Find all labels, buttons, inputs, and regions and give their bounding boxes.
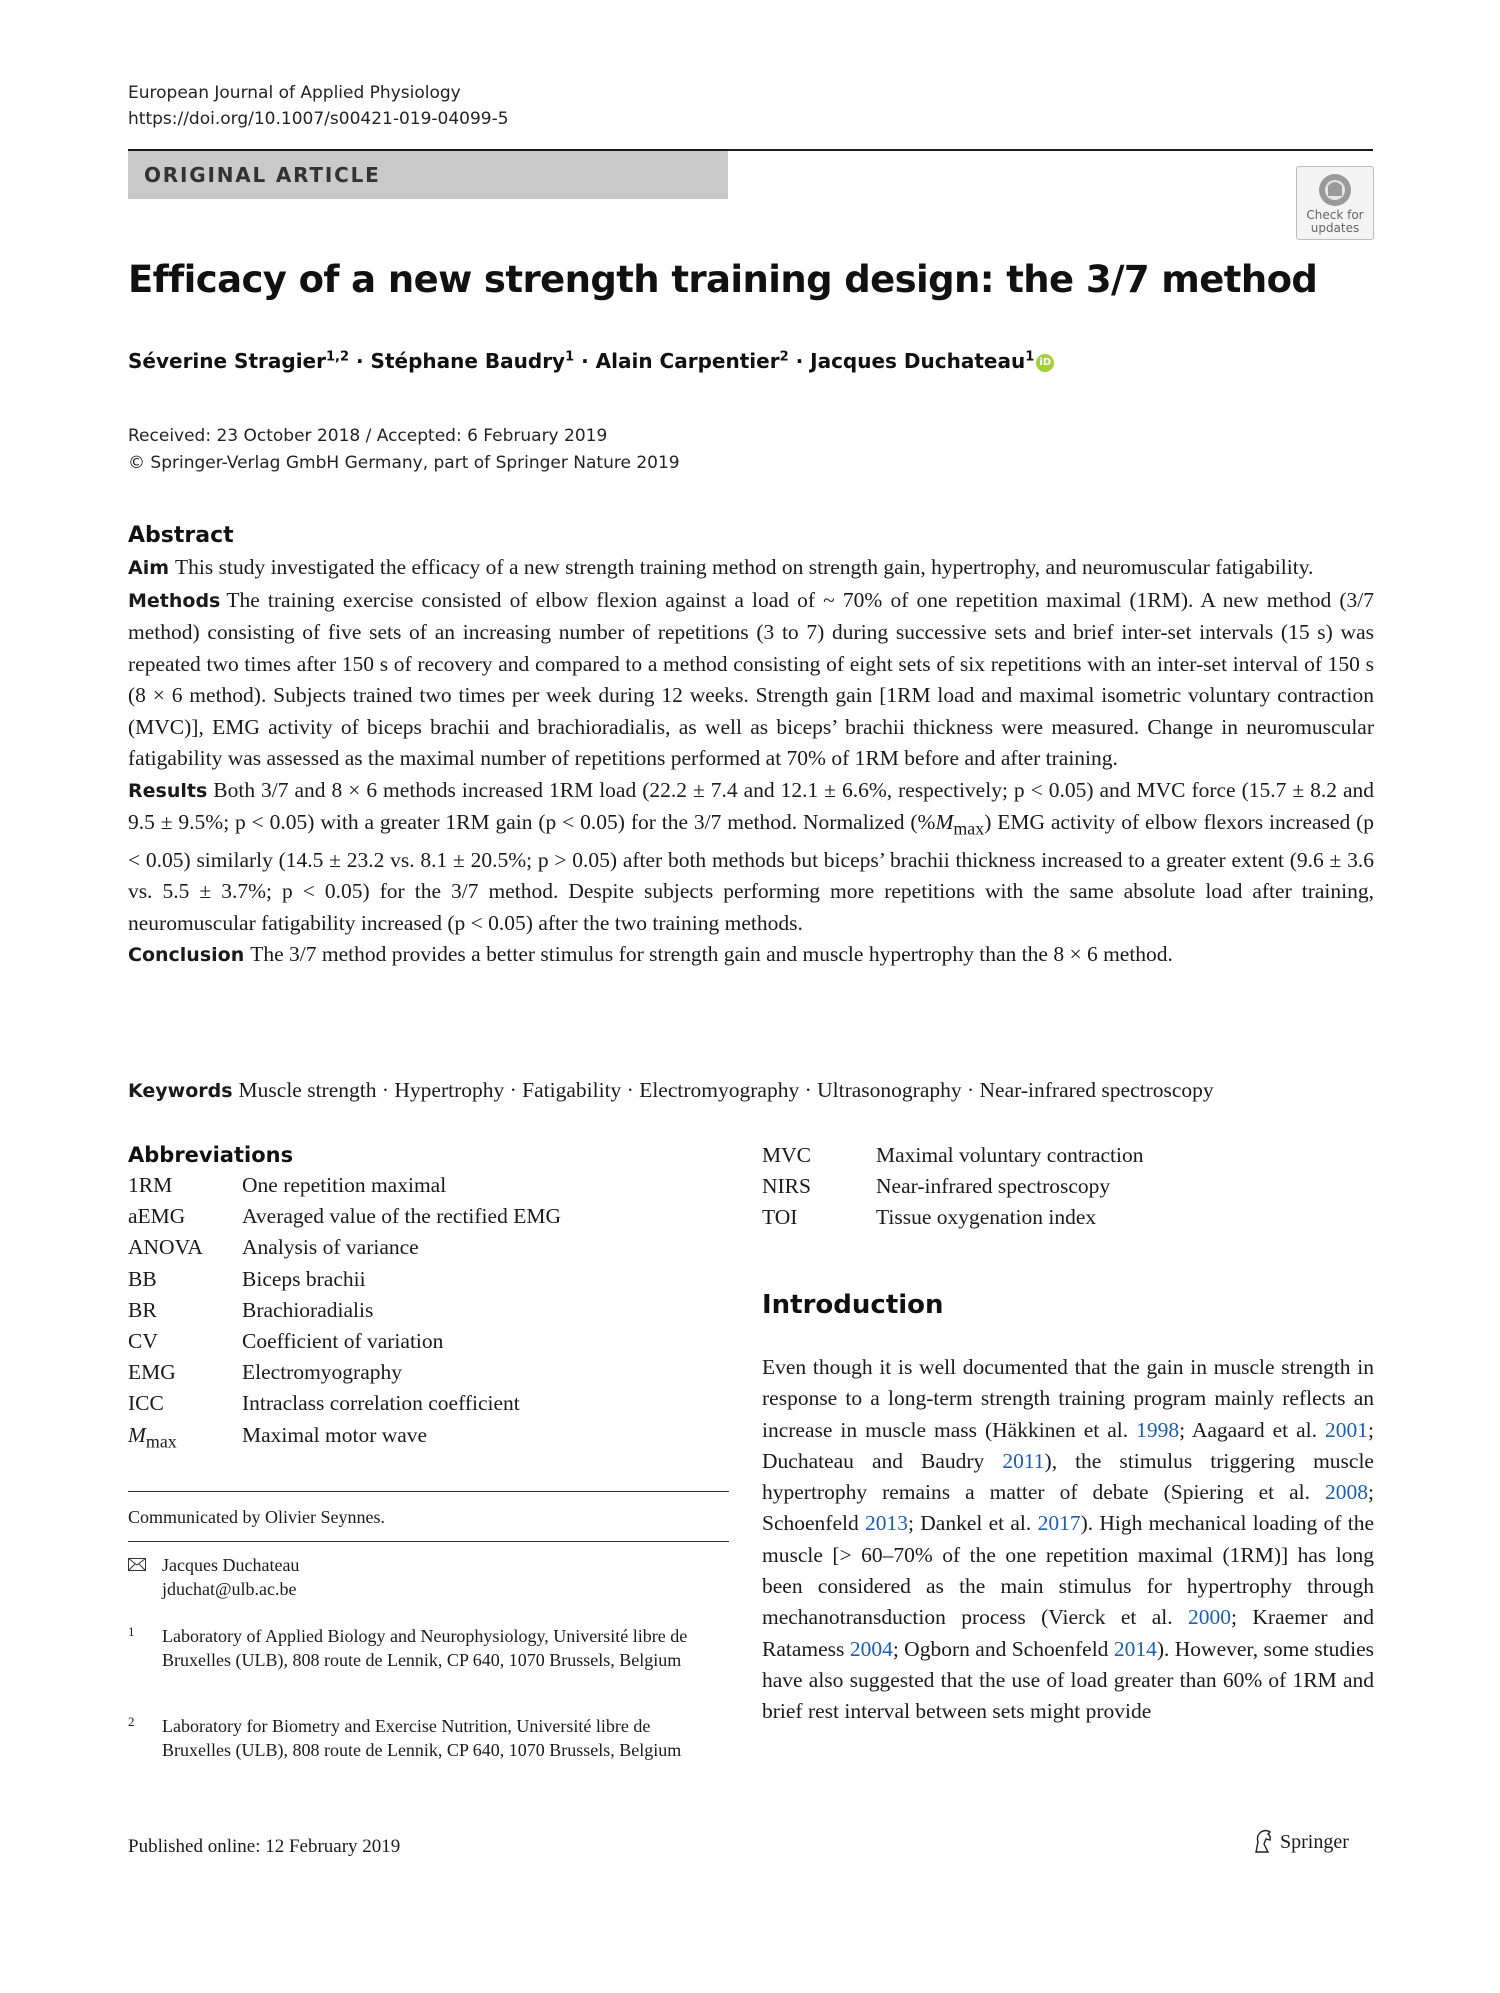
abbreviation-def: Tissue oxygenation index xyxy=(876,1205,1097,1230)
abbreviation-row xyxy=(762,1202,1143,1233)
article-dates xyxy=(128,423,680,477)
methods-text: The training exercise consisted of elbow flexion against a load of ~ 70% of one repetition maximal (1RM). A new method (3/7 method) consisting of five sets of an increasing number of repetitions (3 to 7) during successive sets and brief inter-set intervals (15 s) was repeated two times after 150 s of recovery and compared to a method consisting of eight sets of six repetitions with an inter-set interval of 150 s (8 × 6 method). Subjects trained two times per week during 12 weeks. Strength gain [1RM load and maximal isometric voluntary contraction (MVC)], EMG activity of biceps brachii and brachioradialis, as well as biceps’ brachii thickness were measured. Change in neuromuscular fatigability was assessed as the maximal number of repetitions performed at 70% of 1RM before and after training. xyxy=(128,587,1374,770)
abbreviation-term: ANOVA xyxy=(128,1235,203,1260)
results-label: Results xyxy=(128,779,208,802)
affiliation-number: 2 xyxy=(128,1714,135,1729)
introduction-body: Even though it is well documented that the gain in muscle strength in response to a long-term strength training program mainly reflects an increase in muscle mass (Häkkinen et al. 1998; Aagaard et al. 2001; Duchateau and Baudry 2011), the stimulus triggering muscle hypertrophy remains a matter of debate (Spiering et al. 2008; Schoenfeld 2013; Dankel et al. 2017). High mechanical loading of the muscle [> 60–70% of the one repetition maximal (1RM)] has long been considered as the main stimulus for hypertrophy through mechanotransduction process (Vierck et al. 2000; Kraemer and Ratamess 2004; Ogborn and Schoenfeld 2014). However, some studies have also suggested that the use of load greater than 60% of 1RM and brief rest interval between sets might provide xyxy=(762,1355,1375,1724)
abbreviation-row xyxy=(128,1420,728,1458)
abbreviation-term: TOI xyxy=(762,1205,798,1230)
abbreviation-def: Maximal voluntary contraction xyxy=(876,1143,1144,1167)
abbreviation-def: Analysis of variance xyxy=(242,1235,419,1260)
abbreviation-row xyxy=(128,1170,728,1201)
abbreviation-row xyxy=(762,1171,1143,1202)
citation-link[interactable]: 2017 xyxy=(1037,1511,1081,1536)
author-affil: 1 xyxy=(1025,349,1035,365)
aim-label: Aim xyxy=(128,557,170,579)
introduction-heading: Introduction xyxy=(762,1290,944,1320)
journal-header xyxy=(128,80,509,132)
results-max: max xyxy=(953,818,985,839)
abbreviation-def: Averaged value of the rectified EMG xyxy=(242,1204,561,1229)
footnote-rule xyxy=(128,1541,729,1542)
aim-text: This study investigated the efficacy of a new strength training method on strength gain, hypertrophy, and neuromuscular fatigability. xyxy=(175,555,1314,579)
contact-name: Jacques Duchateau xyxy=(162,1555,300,1575)
citation-link[interactable]: 2011 xyxy=(1002,1448,1045,1473)
mmax-sub: max xyxy=(145,1430,177,1451)
copyright: © Springer-Verlag GmbH Germany, part of Springer Nature 2019 xyxy=(128,453,680,473)
results-m: M xyxy=(935,810,954,834)
conclusion-label: Conclusion xyxy=(128,944,245,967)
abbreviation-term: BB xyxy=(128,1266,157,1291)
abbreviation-term: MVC xyxy=(762,1143,811,1167)
abbreviation-row xyxy=(128,1357,728,1388)
affiliation-text: Laboratory for Biometry and Exercise Nutrition, Université libre de Bruxelles (ULB), 808 route de Lennik, CP 640, 1070 Brussels, Belgium xyxy=(162,1716,682,1760)
abstract-heading: Abstract xyxy=(128,523,234,548)
abbreviation-term: ICC xyxy=(128,1391,164,1416)
conclusion-text: The 3/7 method provides a better stimulus for strength gain and muscle hypertrophy than the 8 × 6 method. xyxy=(250,942,1173,967)
abbreviation-def: Biceps brachii xyxy=(242,1266,366,1291)
author-name[interactable]: Jacques Duchateau xyxy=(810,349,1026,373)
mmax-m: M xyxy=(128,1422,146,1447)
methods-label: Methods xyxy=(128,589,221,612)
abbreviations-right xyxy=(762,1140,1143,1234)
contact-email[interactable]: jduchat@ulb.ac.be xyxy=(162,1579,297,1599)
author-affil: 2 xyxy=(779,349,789,365)
abstract-results xyxy=(128,775,1374,940)
check-for-updates-badge[interactable] xyxy=(1296,166,1374,240)
abbreviation-term xyxy=(128,1420,242,1458)
abbreviation-term: EMG xyxy=(128,1360,176,1385)
author-affil: 1,2 xyxy=(325,349,350,365)
envelope-icon xyxy=(128,1558,146,1571)
abbreviation-row xyxy=(128,1388,728,1419)
abbreviation-term: CV xyxy=(128,1329,158,1354)
author-list xyxy=(128,349,1054,373)
citation-link[interactable]: 2013 xyxy=(865,1511,908,1536)
keywords-label: Keywords xyxy=(128,1080,233,1102)
abbreviation-def: Near-infrared spectroscopy xyxy=(876,1174,1111,1199)
author-separator: · xyxy=(574,349,596,373)
results-text-2: ) EMG activity of elbow flexors increased (p < 0.05) similarly (14.5 ± 23.2 vs. 8.1 ± 20.5%; p > 0.05) after both methods but biceps’ brachii thickness increased to a greater extent (9.6 ± 3.6 vs. 5.5 ± 3.7%; p < 0.05) for the 3/7 method. Despite subjects performing more repetitions with the same absolute load after training, neuromuscular fatigability increased (p < 0.05) after the two training methods. xyxy=(128,810,1374,935)
affiliation-text: Laboratory of Applied Biology and Neurophysiology, Université libre de Bruxelles (ULB), 808 route de Lennik, CP 640, 1070 Brussels, Belgium xyxy=(162,1626,688,1670)
abstract-conclusion xyxy=(128,939,1374,972)
article-title: Efficacy of a new strength training design: the 3/7 method xyxy=(128,258,1318,301)
abbreviation-term: BR xyxy=(128,1297,157,1322)
publisher-name: Springer xyxy=(1280,1831,1349,1853)
footnote-rule xyxy=(128,1491,729,1492)
author-affil: 1 xyxy=(565,349,575,365)
abbreviation-def: Brachioradialis xyxy=(242,1297,374,1322)
article-type-label: ORIGINAL ARTICLE xyxy=(144,163,381,187)
abbreviation-def: Electromyography xyxy=(242,1360,403,1385)
keywords-section xyxy=(128,1075,1374,1106)
abbreviations-heading: Abbreviations xyxy=(128,1143,294,1167)
abbreviation-term: NIRS xyxy=(762,1174,811,1199)
orcid-icon[interactable]: iD xyxy=(1036,354,1054,372)
citation-link[interactable]: 2014 xyxy=(1113,1636,1157,1661)
publisher-logo xyxy=(1250,1828,1349,1854)
abstract-methods xyxy=(128,585,1374,775)
abbreviation-row xyxy=(128,1201,728,1232)
results-text-1: Both 3/7 and 8 × 6 methods increased 1RM load (22.2 ± 7.4 and 12.1 ± 6.6%, respectively; p < 0.05) and MVC force (15.7 ± 8.2 and 9.5 ± 9.5%; p < 0.05) with a greater 1RM gain (p < 0.05) for the 3/7 method. Normalized (% xyxy=(128,777,1374,834)
journal-doi[interactable]: https://doi.org/10.1007/s00421-019-04099-5 xyxy=(128,109,509,129)
abbreviation-def: Coefficient of variation xyxy=(242,1329,444,1354)
abstract-section xyxy=(128,520,1374,972)
citation-link[interactable]: 2008 xyxy=(1325,1480,1369,1505)
abbreviations-left xyxy=(128,1140,728,1457)
affiliation-number: 1 xyxy=(128,1624,135,1639)
abbreviation-row xyxy=(128,1326,728,1357)
communicated-by: Communicated by Olivier Seynnes. xyxy=(128,1507,385,1527)
abbreviation-row xyxy=(128,1295,728,1326)
check-updates-text: Check for updates xyxy=(1306,208,1364,235)
author-name[interactable]: Séverine Stragier xyxy=(128,349,326,373)
abbreviation-def: Intraclass correlation coefficient xyxy=(242,1391,520,1416)
check-updates-icon xyxy=(1317,172,1353,208)
abstract-aim xyxy=(128,552,1374,585)
abbreviation-def: Maximal motor wave xyxy=(242,1422,428,1447)
article-type-banner xyxy=(128,151,728,199)
abbreviation-term: 1RM xyxy=(128,1173,173,1197)
introduction-section xyxy=(762,1288,1374,1728)
journal-name: European Journal of Applied Physiology xyxy=(128,83,461,103)
springer-horse-icon xyxy=(1250,1828,1276,1854)
author-separator: · xyxy=(788,349,811,373)
author-name[interactable]: Alain Carpentier xyxy=(595,349,780,373)
citation-link[interactable]: 2004 xyxy=(849,1636,893,1661)
citation-link[interactable]: 2001 xyxy=(1325,1417,1369,1442)
received-accepted: Received: 23 October 2018 / Accepted: 6 February 2019 xyxy=(128,426,608,446)
author-name[interactable]: Stéphane Baudry xyxy=(370,349,566,373)
published-online: Published online: 12 February 2019 xyxy=(128,1836,401,1857)
keywords-text: Muscle strength · Hypertrophy · Fatigability · Electromyography · Ultrasonography · Near-infrared spectroscopy xyxy=(238,1078,1214,1102)
citation-link[interactable]: 1998 xyxy=(1136,1417,1180,1442)
abbreviation-row xyxy=(762,1140,1143,1171)
abbreviation-row xyxy=(128,1264,728,1295)
author-separator: · xyxy=(349,349,371,373)
abbreviation-row xyxy=(128,1232,728,1263)
abbreviation-def: One repetition maximal xyxy=(242,1173,447,1197)
abbreviation-term: aEMG xyxy=(128,1204,186,1229)
citation-link[interactable]: 2000 xyxy=(1188,1605,1232,1630)
